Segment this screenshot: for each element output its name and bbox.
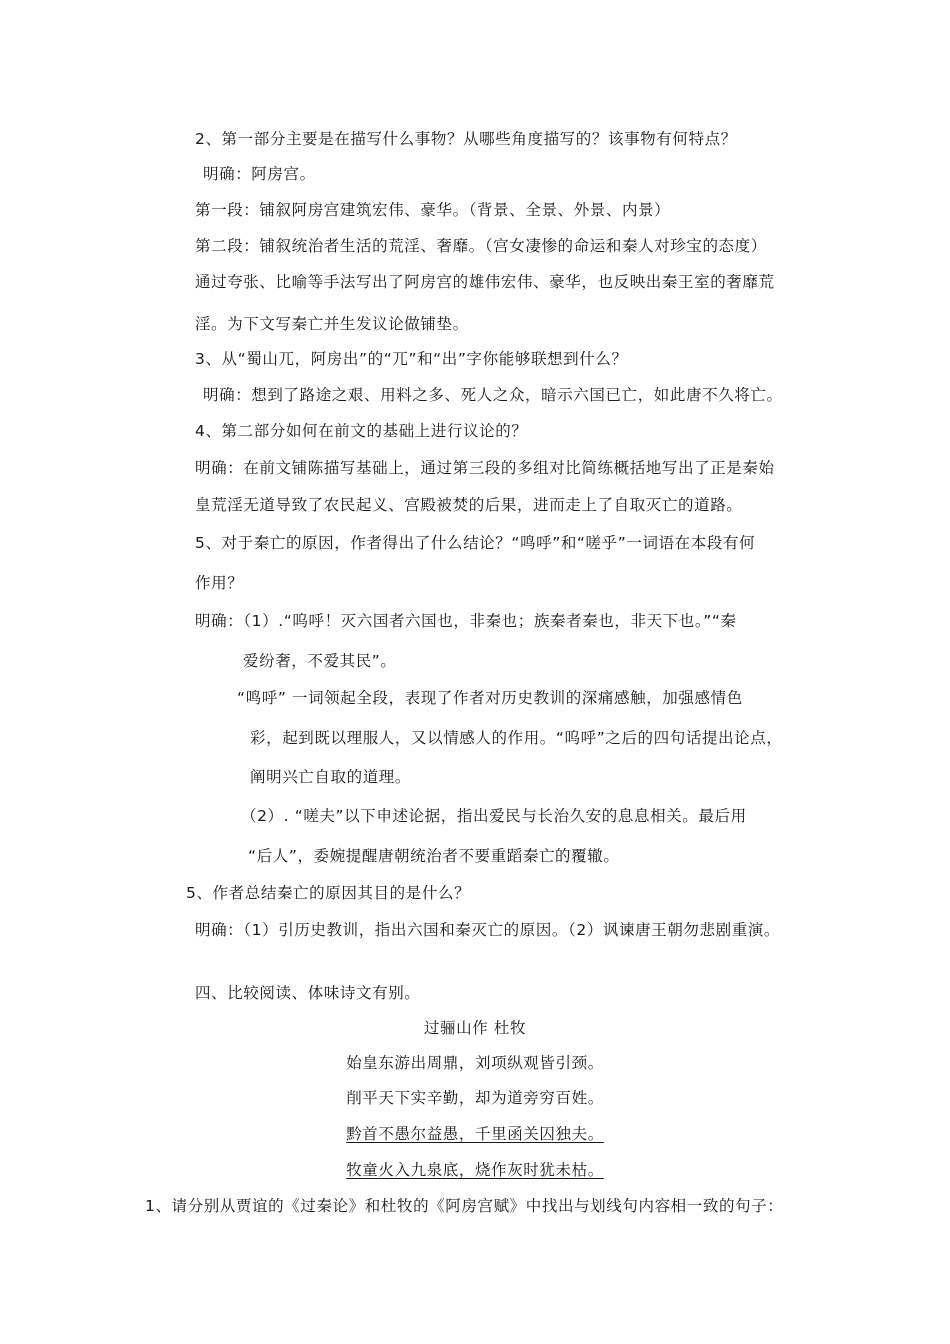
- answer-4: 明确：在前文铺陈描写基础上，通过第三段的多组对比简练概括地写出了正是秦始: [195, 459, 775, 477]
- analysis-line: 通过夸张、比喻等手法写出了阿房宫的雄伟宏伟、豪华，也反映出秦王室的奢靡荒: [195, 273, 775, 291]
- question-5: 作用？: [195, 574, 244, 592]
- answer-5-note: 彩，起到既以理服人，又以情感人的作用。“呜呼”之后的四句话提出论点，: [250, 729, 783, 747]
- section-heading: 四、比较阅读、体味诗文有别。: [195, 984, 421, 1002]
- question-3: 3、从“蜀山兀，阿房出”的“兀”和“出”字你能够联想到什么？: [195, 350, 628, 368]
- poem-line-underlined: 牧童火入九泉底，烧作灰时犹未枯。: [346, 1161, 604, 1179]
- question-4: 4、第二部分如何在前文的基础上进行议论的？: [195, 422, 528, 440]
- question-2: 2、第一部分主要是在描写什么事物？从哪些角度描写的？该事物有何特点？: [195, 130, 737, 148]
- answer-2: 明确：阿房宫。: [203, 165, 316, 183]
- answer-5-note: “后人”，委婉提醒唐朝统治者不要重蹈秦亡的覆辙。: [248, 847, 620, 865]
- paragraph-2-summary: 第二段：铺叙统治者生活的荒淫、奢靡。（宫女凄惨的命运和秦人对珍宝的态度）: [195, 237, 767, 255]
- answer-5-note: 阐明兴亡自取的道理。: [250, 768, 412, 786]
- answer-5b: 明确：（1）引历史教训，指出六国和秦灭亡的原因。（2）讽谏唐王朝勿悲剧重演。: [195, 921, 781, 939]
- answer-4: 皇荒淫无道导致了农民起义、宫殿被焚的后果，进而走上了自取灭亡的道路。: [195, 496, 743, 514]
- answer-5: 爱纷奢，不爱其民”。: [243, 652, 397, 670]
- question-5b: 5、作者总结秦亡的原因其目的是什么？: [186, 884, 471, 902]
- answer-3: 明确：想到了路途之艰、用料之多、死人之众，暗示六国已亡，如此唐不久将亡。: [203, 386, 783, 404]
- question-5: 5、对于秦亡的原因，作者得出了什么结论？“鸣呼”和“嗟乎”一词语在本段有何: [195, 534, 756, 552]
- poem-line: 削平天下实辛勤，却为道旁穷百姓。: [346, 1089, 604, 1107]
- exercise-question: 1、请分别从贾谊的《过秦论》和杜牧的《阿房宫赋》中找出与划线句内容相一致的句子：: [145, 1197, 784, 1215]
- poem-title: 过骊山作 杜牧: [423, 1019, 527, 1037]
- answer-5: 明确：（1）.“呜呼！灭六国者六国也，非秦也；族秦者秦也，非天下也。”“秦: [195, 612, 737, 630]
- analysis-line: 淫。为下文写秦亡并生发议论做铺垫。: [195, 315, 469, 333]
- answer-5-note: （2）. “嗟夫”以下申述论据，指出爱民与长治久安的息息相关。最后用: [241, 807, 747, 825]
- poem-line-underlined: 黔首不愚尔益愚，千里函关囚独夫。: [346, 1125, 604, 1143]
- paragraph-1-summary: 第一段：铺叙阿房宫建筑宏伟、豪华。（背景、全景、外景、内景）: [195, 201, 671, 219]
- answer-5-note: “鸣呼” 一词领起全段，表现了作者对历史教训的深痛感触，加强感情色: [237, 689, 743, 707]
- poem-line: 始皇东游出周鼎，刘项纵观皆引颈。: [346, 1054, 604, 1072]
